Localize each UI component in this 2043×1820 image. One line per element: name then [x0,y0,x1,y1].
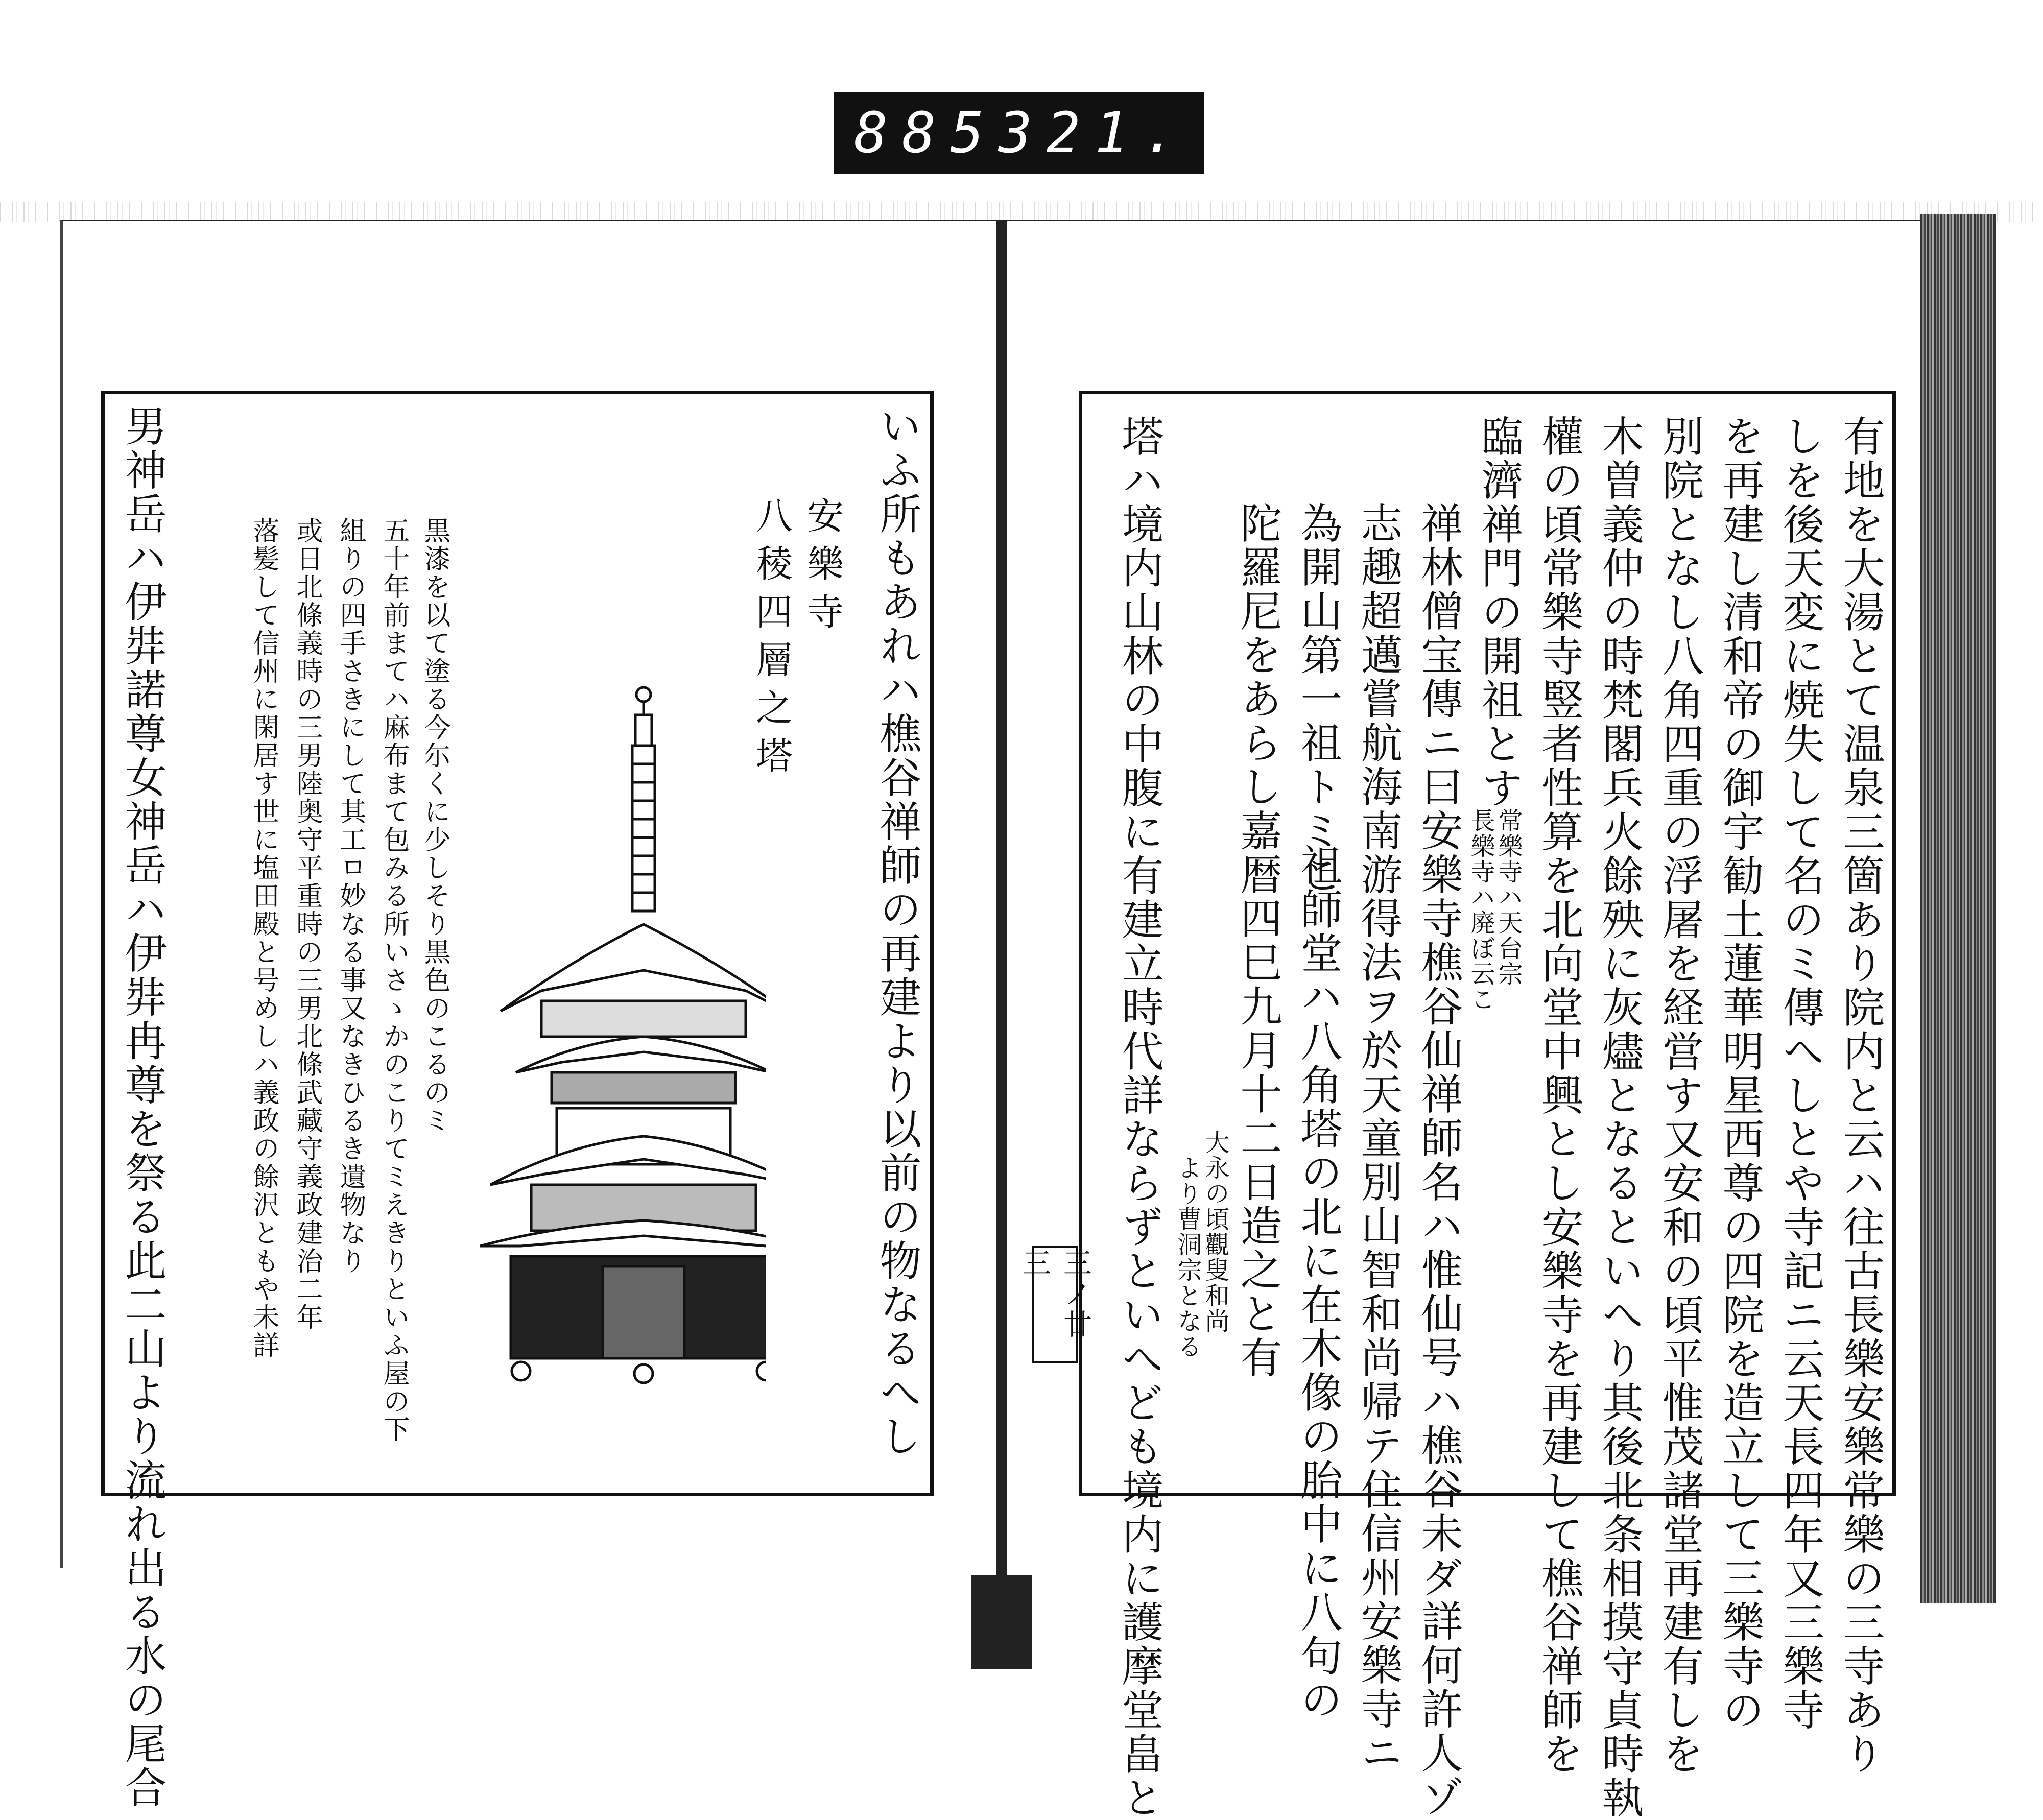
left-bottom-column: 男神岳ハ伊弉諾尊女神岳ハ伊弉冉尊を祭る此二山より流れ出る水の尾合 [118,404,167,1810]
right-column-4: 別院となし八角四重の浮屠を経営す又安和の頃平惟茂諸堂再建有しを [1655,415,1704,1776]
left-note-1: 黒漆を以て塗る今尓くに少しそり黒色のこるのミ [419,517,450,1135]
left-note-2: 五十年前まてハ麻布まて包みる所いさゝかのこりてミえきりといふ屋の下 [378,517,409,1444]
page-number-box [1018,1246,1092,1363]
right-last-column: 塔ハ境内山林の中腹に有建立時代詳ならずといへども境内に護摩堂畠と [1115,415,1163,1820]
left-top-column: いふ所もあれハ樵谷禅師の再建より以前の物なるへし [873,404,921,1458]
archive-label [834,92,1204,174]
right-column-5: 木曽義仲の時梵閣兵火餘殃に灰燼となるといへり其後北条相摸守貞時執 [1595,415,1644,1820]
book-gutter-foot [971,1575,1032,1669]
left-note-3: 組りの四手さきにして其工ㅁ妙なる事又なきひるき遺物なり [335,517,366,1275]
archive-label-left: 885 [854,100,999,165]
right-column-1: 有地を大湯とて温泉三箇あり院内と云ハ往古長樂安樂常樂の三寺あり [1836,415,1885,1776]
quote-column-1: 禅林僧宝傳ニ曰安樂寺樵谷仙禅師名ハ惟仙号ハ樵谷未ダ詳何許人ゾ [1414,501,1463,1819]
right-column-3: を再建し清和帝の御宇勧土蓮華明星西尊の四院を造立して三樂寺の [1716,415,1764,1732]
book-gutter [996,220,1007,1669]
daiei-note-1: 大永の頃觀叟和尚 [1201,1130,1229,1334]
right-column-6: 權の頃常樂寺竪者性算を北向堂中興とし安樂寺を再建して樵谷禅師を [1535,415,1583,1776]
founder-note-1: 常樂寺ハ天台宗 [1494,808,1523,987]
quote-column-2: 志趣超邁嘗航海南游得法ヲ於天童別山智和尚帰テ住信州安樂寺ニ [1354,501,1403,1775]
pagoda-title-tower: 八稜四層之塔 [750,496,793,784]
founder-note-2: 長樂寺ハ廃ぼ云こ [1466,808,1495,1012]
pagoda-illustration [480,684,766,1394]
right-column-2: しを後天変に焼失して名のミ傳へしとや寺記ニ云天長四年又三樂寺 [1776,415,1824,1732]
page-edge-stack [1920,214,1996,1603]
right-text-frame [1079,391,1896,1820]
page-number: 三ノ廿三 [1018,1248,1092,1340]
left-note-4: 或日北條義時の三男陸奥守平重時の三男北條武藏守義政建治二年 [292,517,322,1331]
quote-column-3: 為開山第一祖トミこ [1294,501,1342,897]
daiei-note-2: より曹洞宗となる [1173,1155,1202,1359]
left-note-5: 落髪して信州に閑居す世に塩田殿と号めしハ義政の餘沢ともや未詳 [248,517,279,1359]
pagoda-title-temple: 安樂寺 [801,496,844,640]
right-column-7: 臨濟禅門の開祖とす [1475,415,1523,810]
founder-hall-text: 祖師堂ハ八角塔の北に在木像の胎中に八句の [1294,844,1342,1722]
scan-speckle [0,202,2043,222]
archive-label-right: 321. [998,100,1191,165]
dharani-text: 陀羅尼をあらし嘉暦四巳九月十二日造之と有 [1233,501,1282,1380]
